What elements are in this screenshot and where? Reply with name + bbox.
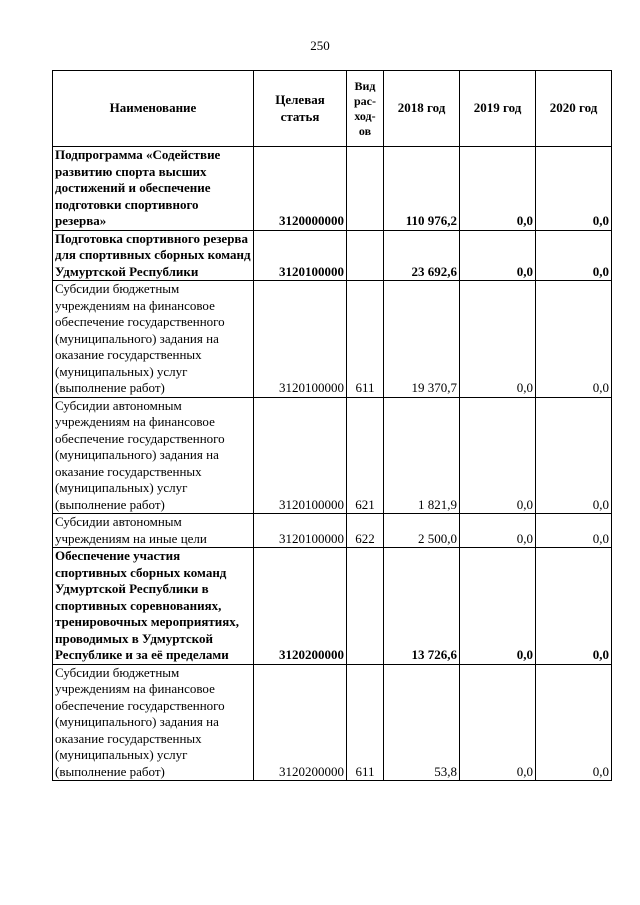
row-value-2020: 0,0 <box>536 147 612 231</box>
table-row <box>53 514 612 548</box>
table-row <box>53 548 612 665</box>
table-row <box>53 147 612 231</box>
row-target-code: 3120200000 <box>254 664 347 781</box>
row-target-code: 3120100000 <box>254 230 347 281</box>
row-name: Субсидии автономным учреждениям на финансовое обеспечение государственного (муниципального) задания на оказание государственных (муниципальных) услуг (выполнение работ) <box>53 397 254 514</box>
row-value-2019: 0,0 <box>460 281 536 398</box>
row-value-2020: 0,0 <box>536 230 612 281</box>
row-value-2020: 0,0 <box>536 514 612 548</box>
row-target-code: 3120200000 <box>254 548 347 665</box>
row-value-2020: 0,0 <box>536 548 612 665</box>
row-expense-type <box>347 230 384 281</box>
row-name: Подпрограмма «Содействие развитию спорта высших достижений и обеспечение подготовки спортивного резерва» <box>53 147 254 231</box>
row-expense-type: 622 <box>347 514 384 548</box>
row-value-2019: 0,0 <box>460 664 536 781</box>
row-expense-type <box>347 548 384 665</box>
budget-table <box>52 70 612 781</box>
row-name: Субсидии бюджетным учреждениям на финансовое обеспечение государственного (муниципального) задания на оказание государственных (муниципальных) услуг (выполнение работ) <box>53 664 254 781</box>
row-name: Обеспечение участия спортивных сборных команд Удмуртской Республики в спортивных соревнованиях, тренировочных мероприятиях, проводимых в Удмуртской Республике и за её пределами <box>53 548 254 665</box>
header-target: Целевая статья <box>254 71 347 147</box>
row-value-2019: 0,0 <box>460 548 536 665</box>
row-name: Субсидии бюджетным учреждениям на финансовое обеспечение государственного (муниципального) задания на оказание государственных (муниципальных) услуг (выполнение работ) <box>53 281 254 398</box>
row-expense-type: 611 <box>347 664 384 781</box>
row-target-code: 3120000000 <box>254 147 347 231</box>
row-name: Субсидии автономным учреждениям на иные цели <box>53 514 254 548</box>
row-value-2019: 0,0 <box>460 230 536 281</box>
header-2019: 2019 год <box>460 71 536 147</box>
row-value-2018: 2 500,0 <box>384 514 460 548</box>
row-target-code: 3120100000 <box>254 397 347 514</box>
table-row <box>53 397 612 514</box>
row-target-code: 3120100000 <box>254 514 347 548</box>
row-value-2018: 13 726,6 <box>384 548 460 665</box>
header-2020: 2020 год <box>536 71 612 147</box>
table-row <box>53 230 612 281</box>
row-value-2019: 0,0 <box>460 397 536 514</box>
row-value-2019: 0,0 <box>460 147 536 231</box>
row-value-2018: 1 821,9 <box>384 397 460 514</box>
header-2018: 2018 год <box>384 71 460 147</box>
row-value-2018: 23 692,6 <box>384 230 460 281</box>
row-value-2018: 110 976,2 <box>384 147 460 231</box>
header-row <box>53 71 612 147</box>
row-value-2018: 53,8 <box>384 664 460 781</box>
row-value-2020: 0,0 <box>536 397 612 514</box>
row-value-2020: 0,0 <box>536 664 612 781</box>
row-value-2018: 19 370,7 <box>384 281 460 398</box>
header-expense-type: Вид рас-ход-ов <box>347 71 384 147</box>
row-value-2019: 0,0 <box>460 514 536 548</box>
header-name: Наименование <box>53 71 254 147</box>
row-expense-type: 611 <box>347 281 384 398</box>
page-number: 250 <box>310 38 330 53</box>
table-row <box>53 281 612 398</box>
row-name: Подготовка спортивного резерва для спортивных сборных команд Удмуртской Республики <box>53 230 254 281</box>
row-target-code: 3120100000 <box>254 281 347 398</box>
row-expense-type <box>347 147 384 231</box>
table-row <box>53 664 612 781</box>
row-expense-type: 621 <box>347 397 384 514</box>
row-value-2020: 0,0 <box>536 281 612 398</box>
